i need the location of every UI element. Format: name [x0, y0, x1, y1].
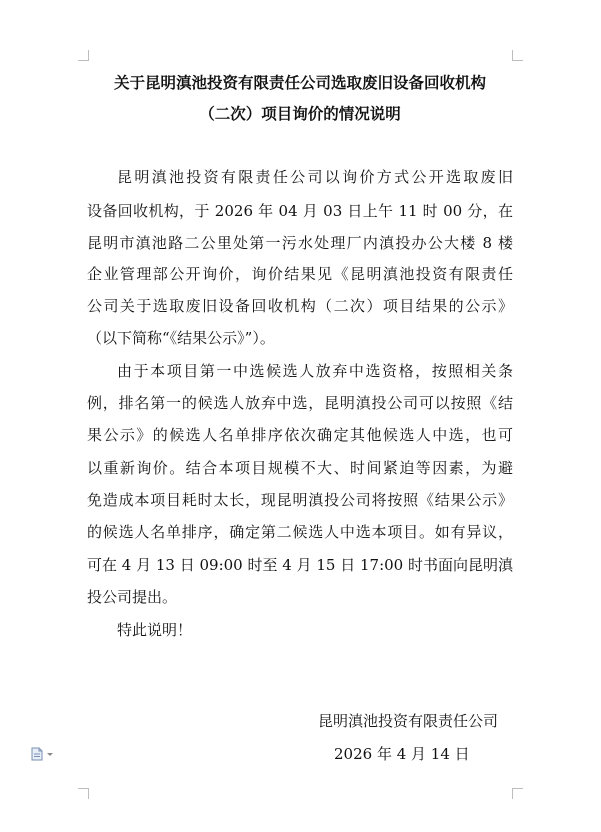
paragraph-2-line: 例，排名第一的候选人放弃中选，昆明滇投公司可以按照《结	[87, 394, 513, 412]
page-corner-mark-bottom-left	[78, 788, 89, 799]
paragraph-2-line: 投公司提出。	[87, 588, 178, 606]
paragraph-2-line: 以重新询价。结合本项目规模不大、时间紧迫等因素，为避	[87, 459, 513, 477]
paragraph-2-line: 可在 4 月 13 日 09:00 时至 4 月 15 日 17:00 时书面向昆明滇	[87, 556, 513, 574]
paragraph-1-line: （以下简称“《结果公示》”）。	[87, 329, 275, 347]
paragraph-1-line: 昆明滇池投资有限责任公司以询价方式公开选取废旧	[117, 168, 513, 186]
paragraph-2-line: 免造成本项目耗时太长，现昆明滇投公司将按照《结果公示》	[87, 491, 513, 509]
page-corner-mark-bottom-right	[512, 788, 523, 799]
document-icon[interactable]	[31, 746, 55, 760]
signature-organization: 昆明滇池投资有限责任公司	[318, 712, 499, 730]
page-corner-mark-top-left	[78, 50, 89, 61]
paragraph-1-line: 公司关于选取废旧设备回收机构（二次）项目结果的公示》	[87, 297, 513, 315]
page-corner-mark-top-right	[512, 50, 523, 61]
signature-date: 2026 年 4 月 14 日	[334, 745, 470, 763]
paragraph-1-line: 设备回收机构，于 2026 年 04 月 03 日上午 11 时 00 分，在	[87, 202, 513, 220]
paragraph-1-line: 昆明市滇池路二公里处第一污水处理厂内滇投办公大楼 8 楼	[87, 234, 513, 252]
paragraph-1-line: 企业管理部公开询价，询价结果见《昆明滇池投资有限责任	[87, 265, 513, 283]
document-title-line-2: （二次）项目询价的情况说明	[199, 105, 401, 123]
paragraph-2-line: 由于本项目第一中选候选人放弃中选资格，按照相关条	[117, 362, 513, 380]
paragraph-2-line: 的候选人名单排序，确定第二候选人中选本项目。如有异议，	[87, 523, 513, 541]
document-title-line-1: 关于昆明滇池投资有限责任公司选取废旧设备回收机构	[113, 74, 486, 92]
paragraph-2-line: 果公示》的候选人名单排序依次确定其他候选人中选，也可	[87, 426, 513, 444]
paragraph-3: 特此说明！	[117, 621, 193, 639]
